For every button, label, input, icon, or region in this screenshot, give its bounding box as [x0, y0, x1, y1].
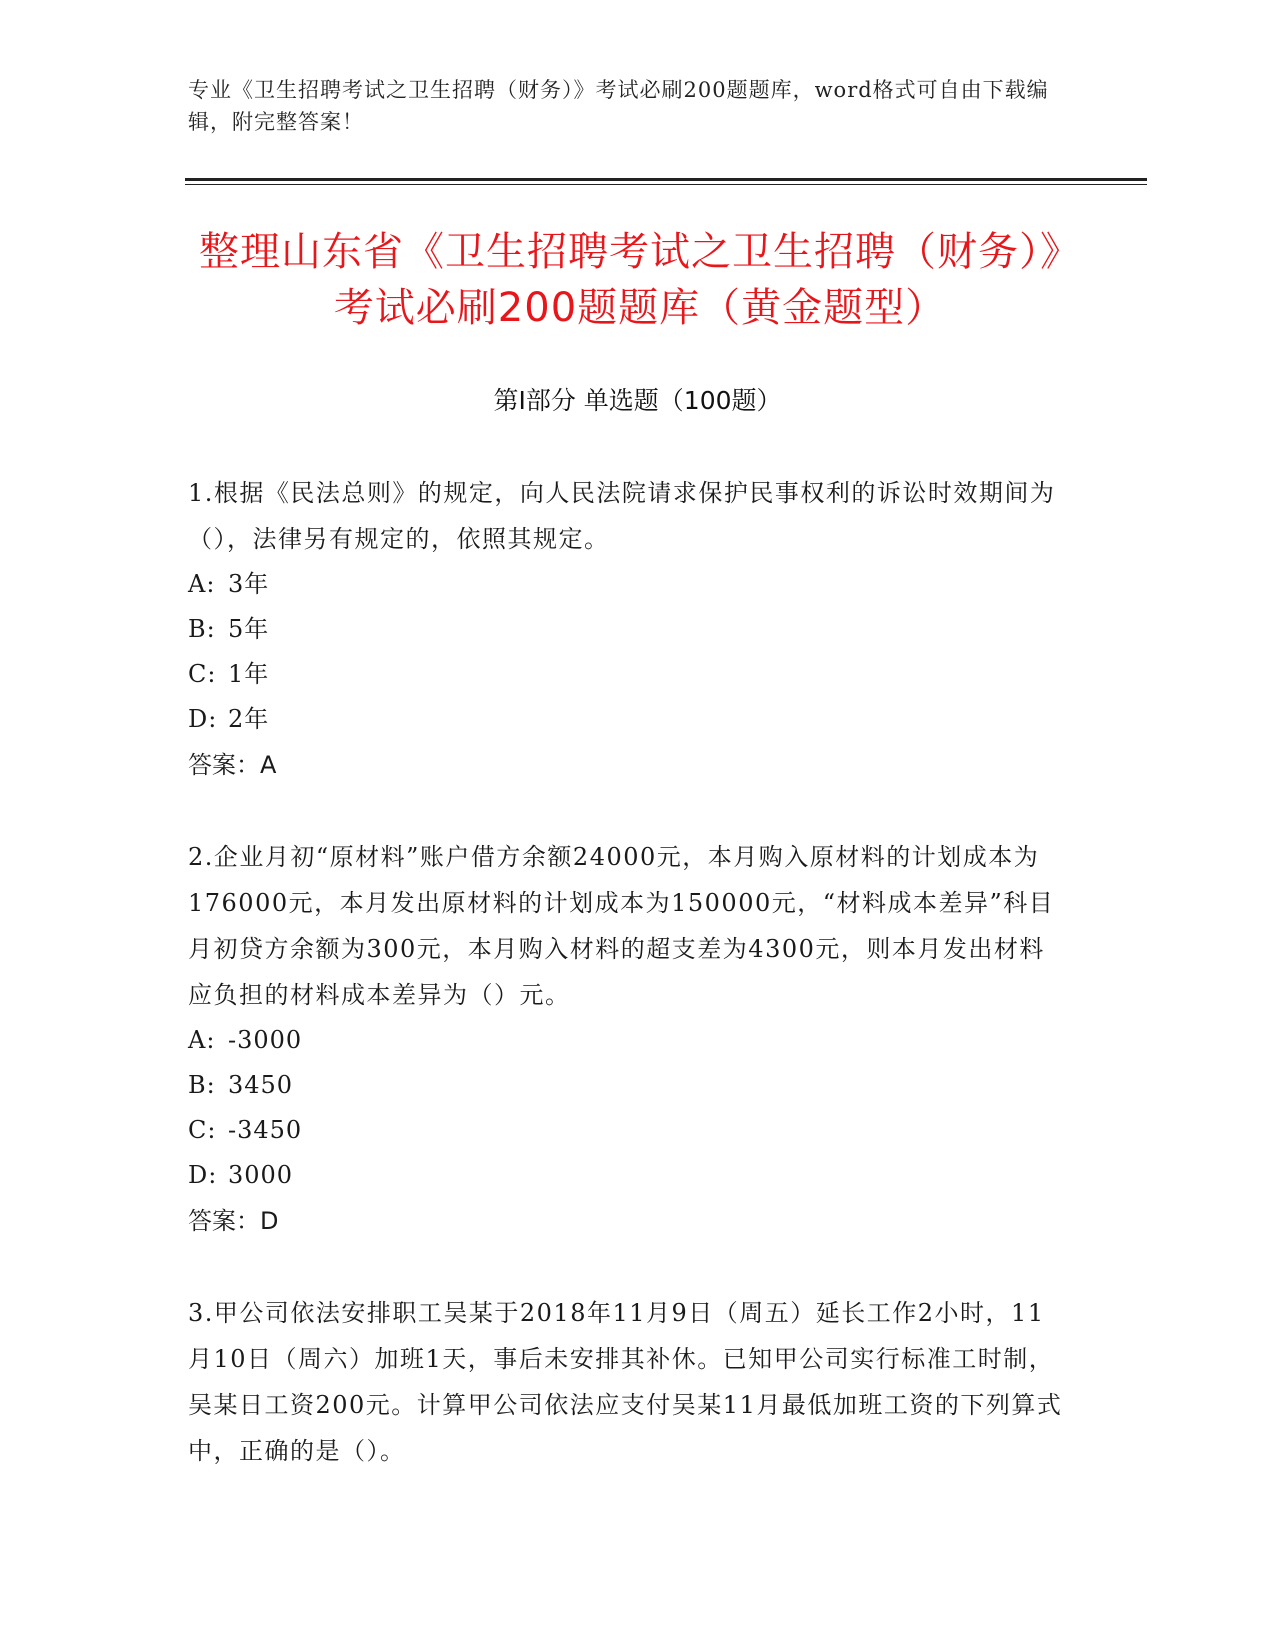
option-value: 3000: [228, 1161, 294, 1189]
answer-line: 答案：D: [188, 1207, 279, 1235]
option-value: 5年: [228, 615, 270, 643]
answer-line: 答案：A: [188, 751, 277, 779]
option-d: [188, 697, 1068, 742]
option-value: -3450: [228, 1116, 303, 1144]
header-divider-thick: [185, 178, 1147, 181]
section-title: 第Ⅰ部分 单选题（100题）: [493, 386, 782, 415]
option-letter: D:: [188, 705, 218, 733]
option-a: [188, 562, 1068, 607]
question-list: [188, 470, 1068, 1520]
header-divider-thin: [185, 184, 1147, 185]
question-1: [188, 470, 1068, 788]
option-c: [188, 652, 1068, 697]
option-value: -3000: [228, 1026, 303, 1054]
option-letter: A:: [188, 570, 216, 598]
option-b: [188, 607, 1068, 652]
option-b: [188, 1063, 1068, 1108]
document-title: 整理山东省《卫生招聘考试之卫生招聘（财务）》考试必刷200题题库（黄金题型）: [199, 229, 1081, 331]
option-letter: B:: [188, 1071, 216, 1099]
question-text: 3.甲公司依法安排职工吴某于2018年11月9日（周五）延长工作2小时，11月10日（周六）加班1天，事后未安排其补休。已知甲公司实行标准工时制，吴某日工资200元。计算甲公司依法应支付吴某11月最低加班工资的下列算式中，正确的是（）。: [188, 1299, 1063, 1465]
option-letter: C:: [188, 660, 217, 688]
question-text: 2.企业月初“原材料”账户借方余额24000元，本月购入原材料的计划成本为176000元，本月发出原材料的计划成本为150000元，“材料成本差异”科目月初贷方余额为300元，本月购入材料的超支差为4300元，则本月发出材料应负担的材料成本差异为（）元。: [188, 843, 1055, 1009]
option-letter: B:: [188, 615, 216, 643]
question-text: 1.根据《民法总则》的规定，向人民法院请求保护民事权利的诉讼时效期间为（），法律另有规定的，依照其规定。: [188, 479, 1056, 553]
option-value: 1年: [228, 660, 270, 688]
option-letter: A:: [188, 1026, 216, 1054]
option-letter: C:: [188, 1116, 217, 1144]
question-2: [188, 834, 1068, 1244]
option-value: 3年: [228, 570, 270, 598]
header-note: 专业《卫生招聘考试之卫生招聘（财务）》考试必刷200题题库，word格式可自由下载编辑，附完整答案！: [188, 78, 1049, 134]
option-c: [188, 1108, 1068, 1153]
option-value: 2年: [228, 705, 270, 733]
option-letter: D:: [188, 1161, 218, 1189]
question-3: [188, 1290, 1068, 1474]
option-a: [188, 1018, 1068, 1063]
option-value: 3450: [228, 1071, 294, 1099]
option-d: [188, 1153, 1068, 1198]
